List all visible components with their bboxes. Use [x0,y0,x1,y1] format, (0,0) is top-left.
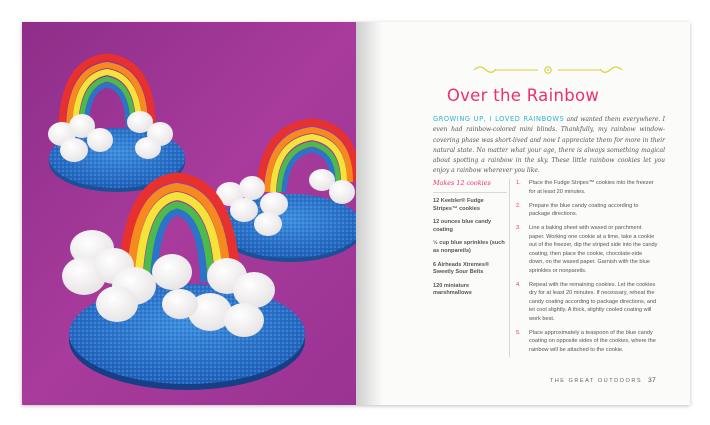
book-gutter-shadow [356,22,382,405]
column-divider [509,179,510,357]
step-item [516,202,658,219]
step-item [516,329,658,355]
flourish-divider-icon [470,63,626,77]
section-name: THE GREAT OUTDOORS [549,378,643,384]
page-number: 37 [648,377,656,384]
ingredients-column [433,179,507,304]
step-number: 1. [516,180,521,186]
ingredient-item: 12 ounces blue candy coating [433,219,492,233]
yield-label: Makes 12 cookies [433,179,507,193]
rainbow-cookies-photo [22,22,356,405]
step-text: Place the Fudge Stripes™ cookies into the freezer for at least 20 minutes. [529,180,654,195]
page-footer [356,377,656,384]
ingredient-item: ½ cup blue sprinkles (such as nonpareils) [433,240,505,254]
recipe-page [356,22,690,405]
step-text: Line a baking sheet with waxed or parchment paper. Working one cookie at a time, take a cookie out of the freezer, dip the striped side into the candy coating, then place the cookie, chocolate-side down, on the waxed paper. Garnish with the blue sprinkles or nonpareils. [529,225,658,274]
ingredient-item: 6 Airheads Xtremes® Sweetly Sour Belts [433,261,490,276]
step-number: 2. [516,202,521,209]
ingredient-item: 120 miniature marshmallows [433,282,472,297]
step-number: 5. [516,329,521,336]
step-item [516,179,658,196]
steps-column [516,179,658,360]
book-spread [22,22,690,405]
recipe-intro [433,114,665,177]
step-text: Prepare the blue candy coating according to package directions. [529,202,639,218]
step-text: Place approximately a teaspoon of the blue candy coating on opposite sides of the cookies, where the rainbow will be attached to the cookie. [529,329,656,353]
recipe-title: Over the Rainbow [446,86,600,105]
intro-text: and wanted them everywhere. I even had rainbow-colored mini blinds. Thankfully, my rainbow window-covering phase was short-lived and now I appreciate them for more in their natural state. No matter what your age, there is always something magical about spotting a rainbow in the sky. These little rainbow cookies let you enjoy a rainbow wherever you like. [433,116,666,175]
intro-lead: GROWING UP, I LOVED RAINBOWS [433,115,565,123]
step-text: Repeat with the remaining cookies. Let the cookies dry for at least 20 minutes. If necessary, reheat the candy coating according to package directions, and let cool slightly. A thick, slightly cooled coating will work best. [529,281,657,322]
step-item [516,281,658,324]
step-item [516,224,658,275]
ingredient-item: 12 Keebler® Fudge Stripes™ cookies [433,198,484,212]
step-number: 3. [516,225,521,232]
step-number: 4. [516,281,521,288]
